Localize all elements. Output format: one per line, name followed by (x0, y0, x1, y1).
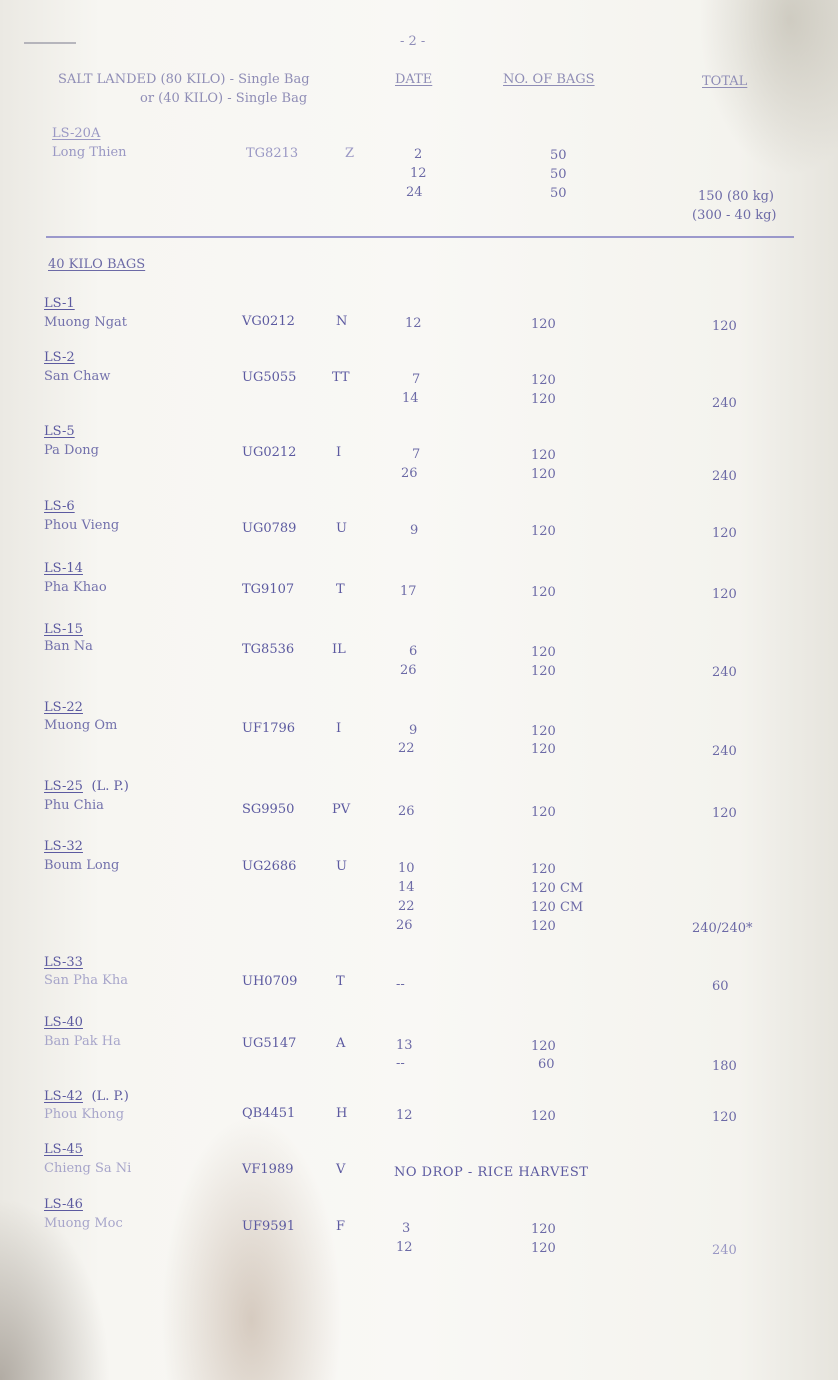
header-total: TOTAL (702, 74, 748, 89)
bag-count: 50 (550, 148, 567, 163)
zone-letter: H (336, 1106, 348, 1121)
row-total: 120 (712, 319, 737, 334)
zone-letter: V (336, 1162, 346, 1177)
site-code: LS-1 (44, 296, 75, 311)
site-code: LS-15 (44, 622, 83, 637)
site-code: LS-46 (44, 1197, 83, 1212)
bag-count: 120 (531, 645, 556, 660)
site-name: Ban Pak Ha (44, 1034, 121, 1049)
zone-letter: A (336, 1036, 346, 1051)
grid-ref: UF1796 (242, 721, 296, 736)
drop-date: 2 (414, 147, 423, 162)
drop-date: 6 (409, 644, 418, 659)
bag-count: 120 (531, 919, 556, 934)
row-total: 180 (712, 1059, 737, 1074)
grid-ref: VF1989 (242, 1162, 294, 1177)
row-total: 240/240* (692, 921, 753, 936)
bag-count: 120 (531, 467, 556, 482)
drop-date: 26 (400, 663, 417, 678)
header-salt-landed-alt: or (40 KILO) - Single Bag (140, 91, 308, 106)
bag-count: 120 (531, 448, 556, 463)
zone-letter: I (336, 445, 342, 460)
grid-ref: SG9950 (242, 802, 295, 817)
bag-count: 120 (531, 724, 556, 739)
bag-count: 120 (531, 317, 556, 332)
bag-count: 120 (531, 585, 556, 600)
row-total: 120 (712, 1110, 737, 1125)
site-code: LS-33 (44, 955, 83, 970)
grid-ref: UH0709 (242, 974, 298, 989)
header-date: DATE (395, 72, 433, 87)
drop-date: 12 (396, 1108, 413, 1123)
zone-letter: Z (345, 146, 355, 161)
site-code: LS-45 (44, 1142, 83, 1157)
site-name: Muong Moc (44, 1216, 123, 1231)
page-number: - 2 - (400, 34, 426, 49)
row-total: 120 (712, 587, 737, 602)
drop-date: 3 (402, 1221, 411, 1236)
zone-letter: TT (332, 370, 350, 385)
drop-date: 12 (410, 166, 427, 181)
grid-ref: UG0789 (242, 521, 297, 536)
site-name: Boum Long (44, 858, 120, 873)
site-name: Pa Dong (44, 443, 99, 458)
drop-date: 9 (410, 523, 419, 538)
section-divider (46, 236, 794, 238)
section-title: 40 KILO BAGS (48, 257, 146, 272)
site-code: LS-40 (44, 1015, 83, 1030)
site-name: Phou Khong (44, 1107, 125, 1122)
site-code: LS-22 (44, 700, 83, 715)
bag-count: 120 (531, 862, 556, 877)
zone-letter: I (336, 721, 342, 736)
row-total: 240 (712, 469, 737, 484)
site-code: LS-25 (44, 779, 83, 794)
drop-date: 13 (396, 1038, 413, 1053)
drop-date: -- (396, 977, 405, 992)
site-name: San Pha Kha (44, 973, 128, 988)
zone-letter: U (336, 521, 347, 536)
paper-mark (24, 42, 76, 44)
site-name: Muong Om (44, 718, 118, 733)
drop-date: 24 (406, 185, 423, 200)
bag-count: 120 (531, 1222, 556, 1237)
bag-count: 50 (550, 167, 567, 182)
zone-letter: U (336, 859, 347, 874)
bag-count: 120 CM (531, 881, 584, 896)
site-suffix: (L. P.) (91, 779, 129, 794)
site-code: LS-14 (44, 561, 83, 576)
grid-ref: UG5147 (242, 1036, 297, 1051)
site-code: LS-20A (52, 126, 101, 141)
drop-date: 26 (398, 804, 415, 819)
bag-count: 120 (531, 664, 556, 679)
site-name: Phou Vieng (44, 518, 120, 533)
drop-date: 22 (398, 899, 415, 914)
grid-ref: UG2686 (242, 859, 297, 874)
grid-ref: TG8213 (246, 146, 299, 161)
row-total-note: (300 - 40 kg) (692, 208, 777, 223)
zone-letter: IL (332, 642, 346, 657)
row-total: 120 (712, 806, 737, 821)
drop-date: 22 (398, 741, 415, 756)
drop-date: 9 (409, 723, 418, 738)
bag-count: 120 (531, 373, 556, 388)
row-total: 150 (80 kg) (698, 189, 774, 204)
drop-date: 7 (412, 372, 421, 387)
site-code: LS-2 (44, 350, 75, 365)
zone-letter: T (336, 974, 345, 989)
header-no-of-bags: NO. OF BAGS (503, 72, 595, 87)
row-total: 120 (712, 526, 737, 541)
site-name: Long Thien (52, 145, 127, 160)
grid-ref: TG8536 (242, 642, 295, 657)
drop-date: 14 (402, 391, 419, 406)
site-name: Phu Chia (44, 798, 104, 813)
zone-letter: PV (332, 802, 351, 817)
drop-date: 12 (405, 316, 422, 331)
drop-date: 12 (396, 1240, 413, 1255)
grid-ref: UG0212 (242, 445, 297, 460)
bag-count: 120 CM (531, 900, 584, 915)
bag-count: 120 (531, 742, 556, 757)
drop-date: -- (396, 1056, 405, 1071)
site-name: Pha Khao (44, 580, 107, 595)
drop-date: 17 (400, 584, 417, 599)
site-code: LS-32 (44, 839, 83, 854)
bag-count: 50 (550, 186, 567, 201)
bag-count: 120 (531, 392, 556, 407)
bag-count: 60 (538, 1057, 555, 1072)
site-name: Chieng Sa Ni (44, 1161, 132, 1176)
site-code: LS-6 (44, 499, 75, 514)
zone-letter: N (336, 314, 348, 329)
bag-count: 120 (531, 1109, 556, 1124)
drop-date: 10 (398, 861, 415, 876)
site-name: Ban Na (44, 639, 93, 654)
zone-letter: F (336, 1219, 346, 1234)
bag-count: 120 (531, 1241, 556, 1256)
row-total: 60 (712, 979, 729, 994)
drop-note: NO DROP - RICE HARVEST (394, 1165, 589, 1180)
site-name: San Chaw (44, 369, 111, 384)
bag-count: 120 (531, 524, 556, 539)
grid-ref: UF9591 (242, 1219, 296, 1234)
grid-ref: QB4451 (242, 1106, 296, 1121)
bag-count: 120 (531, 1039, 556, 1054)
row-total: 240 (712, 744, 737, 759)
row-total: 240 (712, 396, 737, 411)
header-salt-landed: SALT LANDED (80 KILO) - Single Bag (58, 72, 310, 87)
row-total: 240 (712, 665, 737, 680)
grid-ref: UG5055 (242, 370, 297, 385)
drop-date: 7 (412, 447, 421, 462)
drop-date: 26 (401, 466, 418, 481)
grid-ref: VG0212 (242, 314, 295, 329)
site-code: LS-5 (44, 424, 75, 439)
site-suffix: (L. P.) (91, 1089, 129, 1104)
drop-date: 14 (398, 880, 415, 895)
site-name: Muong Ngat (44, 315, 128, 330)
bag-count: 120 (531, 805, 556, 820)
grid-ref: TG9107 (242, 582, 295, 597)
zone-letter: T (336, 582, 345, 597)
row-total: 240 (712, 1243, 737, 1258)
site-code: LS-42 (44, 1089, 83, 1104)
drop-date: 26 (396, 918, 413, 933)
